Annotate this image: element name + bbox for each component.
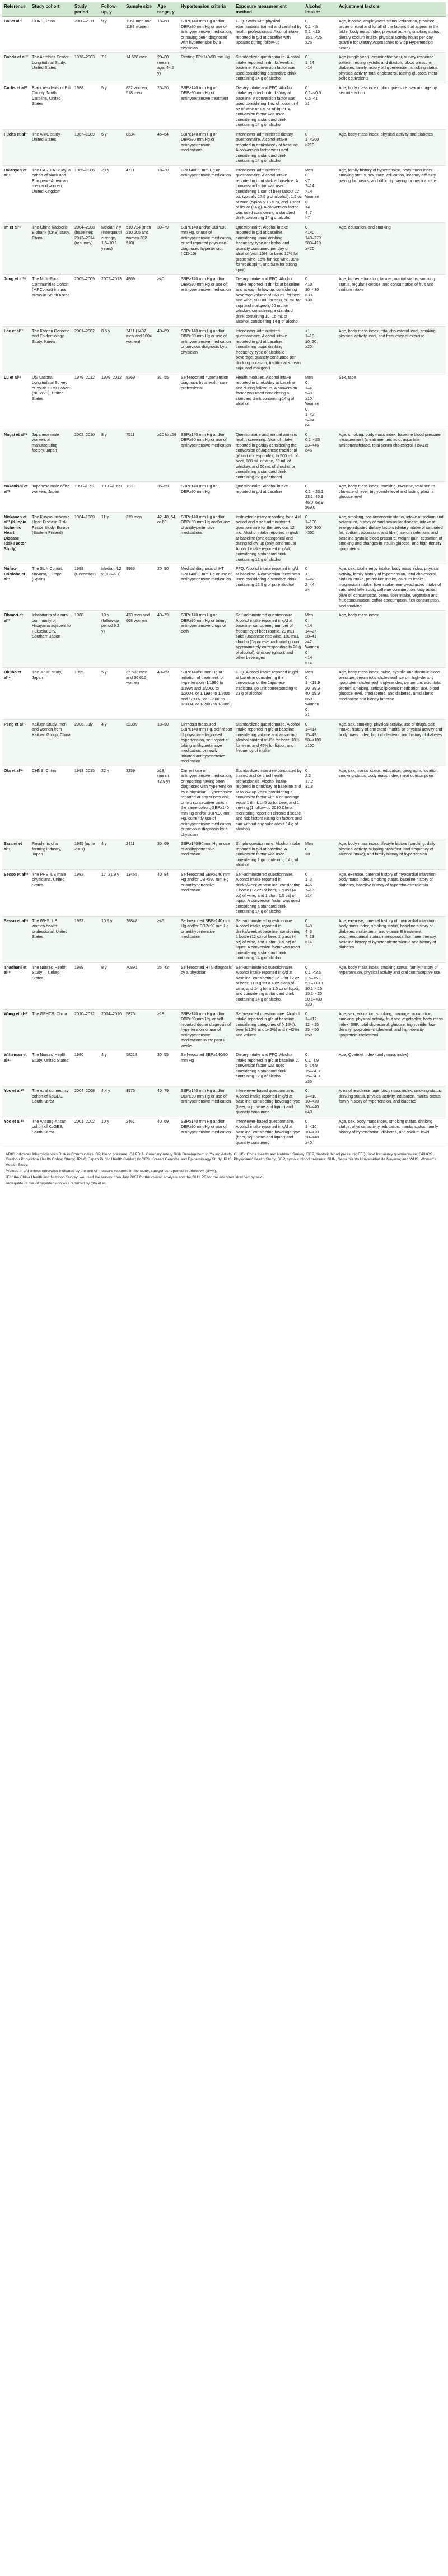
cell-exposure-method: Dietary intake and FFQ. Alcohol intake reported in g/d at baseline. A conversion factor was used considering a standard drink containing 12 g of alcohol bbox=[234, 1050, 304, 1086]
cell-age-range: 30–79 bbox=[156, 222, 179, 275]
cell-alcohol-intake: 0 0.1–<23.1 23.1–45.9 46.0–68.9 ≥69.0 bbox=[304, 482, 337, 513]
cell-exposure-method: Health modules. Alcohol intake reported in drinks/day at baseline and during follow-up. A conversion factor was used considering a standard drink containing 14 g of alcohol bbox=[234, 373, 304, 430]
cell-study-cohort: The JPHC study, Japan bbox=[30, 668, 73, 720]
cell-study-period: 1999 (December) bbox=[73, 564, 100, 611]
cell-follow-up: 8 y bbox=[100, 430, 124, 482]
cell-age-range: ≥45 bbox=[156, 916, 179, 962]
cell-follow-up: Median 7 y (interquartile range, 1.5–10.1 years) bbox=[100, 222, 124, 275]
cell-hypertension-criteria: SBP≥140 mm Hg or DBP≥90 mm Hg or antihypertensive treatment bbox=[179, 83, 234, 129]
cell-study-period: 2004–2008 bbox=[73, 1086, 100, 1117]
cell-follow-up: 8 y bbox=[100, 962, 124, 1009]
cell-exposure-method: Dietary intake and FFQ. Alcohol intake reported in drinks at baseline and at each follow-up, considering beverage volume of 360 mL for beer and wine, 500 mL for soju, 50 mL for soju and makgeolli, 50 mL for whiskey, considering a standard drink containing 10–15 mL of alcohol, considering 14 g of alcohol bbox=[234, 275, 304, 327]
cell-adjustment-factors: Area of residence, age, body mass index, smoking status, drinking status, physical activity, education, marital status, family history of hypertension, and diabetes bbox=[337, 1086, 446, 1117]
col-header-sample-size: Sample size bbox=[124, 2, 156, 17]
col-header-hypertension-criteria: Hypertension criteria bbox=[179, 2, 234, 17]
cell-exposure-method: FFQ. Alcohol intake reported in g/d at baseline. A conversion factor was used considering a standard drink containing 12.5 g of pure alcohol bbox=[234, 564, 304, 611]
cell-alcohol-intake: 0 0.1–<23 23–<46 ≥46 bbox=[304, 430, 337, 482]
cell-study-period: 1995 bbox=[73, 668, 100, 720]
cell-reference: Okubo et al³⁴ bbox=[2, 668, 30, 720]
cell-exposure-method: FFQ. Alcohol intake reported in g/d at baseline considering the conversion of the Japanese traditional gō unit corresponding to 23 g of alcohol bbox=[234, 668, 304, 720]
cell-study-period: 2005–2009 bbox=[73, 275, 100, 327]
cell-study-cohort: Kailuan Study, men and women from Kailuan Group, China bbox=[30, 719, 73, 766]
table-row bbox=[2, 83, 446, 129]
cell-follow-up: 1990–1999 bbox=[100, 482, 124, 513]
cell-exposure-method: Dietary intake and FFQ. Alcohol intake reported in drinks/day at baseline. A conversion factor was used considering 1 oz of liquor or 4 oz of wine or 1.5 oz of liquor. A conversion factor was used considering a standard drink containing 14 g of alcohol bbox=[234, 83, 304, 129]
cell-exposure-method: Questionnaire. Alcohol intake reported in g/d at baseline, considering usual drinking frequency, type of alcohol and quantity consumed per day of alcohol (with 15% for beer, 12% for grape wine, 15% for rice wine, 38% for weak spirit, and 53% for strong spirit) bbox=[234, 222, 304, 275]
cell-alcohol-intake: 0 0.1–<5 5.1–<15 15.1–<25 ≥25 bbox=[304, 17, 337, 53]
cell-exposure-method: Interviewer-based questionnaire. Alcohol intake reported in g/d at baseline, considering beverage type (beer, soju, wine and liquor) and quantity consumed bbox=[234, 1117, 304, 1147]
cell-age-range: 20–80 (mean age, 44.5 y) bbox=[156, 53, 179, 83]
cell-study-cohort: Japanese male office workers, Japan bbox=[30, 482, 73, 513]
cell-hypertension-criteria: Cirrhosis measured SBP≥140 mm Hg, self-report of physician-diagnosed hypertension, self-report of taking antihypertensive medication, or newly initiated antihypertensive medication bbox=[179, 719, 234, 766]
footnote-a: ᵃValues in g/d unless otherwise indicated by the unit of measure reported in the study, categories reported in drinks/wk (d/wk). bbox=[6, 1169, 217, 1173]
cell-exposure-method: Interviewer-administered dietary questionnaire. Alcohol intake reported in drinks/week at baseline. A conversion factor was used considering a standard drink containing 14 g of alcohol bbox=[234, 129, 304, 165]
table-row bbox=[2, 1050, 446, 1086]
cell-hypertension-criteria: SBP≥140 mm Hg and/or DBP≥90 mm Hg or use of antihypertensive medication bbox=[179, 1086, 234, 1117]
cell-reference: Sarami et al³⁷ bbox=[2, 839, 30, 870]
table-row bbox=[2, 512, 446, 564]
cell-reference: Niskanen et al³¹ (Kuopio Ischemic Heart Disease Risk Factor Study) bbox=[2, 512, 30, 564]
cell-adjustment-factors: Age, body mass index, lifestyle factors (smoking, daily physical activity, skipping breakfast, and frequency of alcohol intake), and family history of hypertension bbox=[337, 839, 446, 870]
cell-hypertension-criteria: SBP≥140 mm Hg and/or DBP≥90 mm Hg or use of antihypertensive medication bbox=[179, 275, 234, 327]
table-row bbox=[2, 766, 446, 839]
cell-hypertension-criteria: Self-reported hypertension diagnosis by a health care professional bbox=[179, 373, 234, 430]
cell-follow-up: 10 y bbox=[100, 1117, 124, 1147]
cell-hypertension-criteria: Self-reported SBP≥140 mm Hg and/or DBP≥90 mm Hg or antihypertensive medication bbox=[179, 869, 234, 916]
footnote-abbreviations: ARIC indicates Atherosclerosis Risk in Communities; BP, blood pressure; CARDIA, Coronary Artery Risk Development in Young Adults; CHNS, China Health and Nutrition Survey; DBP, diastolic blood pressure; FFQ, food frequency questionnaire; GPHCS, Guizhou Population Health Cohort Study; JPHC, Japan Public Health Center; KoGES, Korean Genome and Epidemiology Study; PHS, Physicians' Health Study; SBP, systolic blood pressure; SUN, Seguimiento Universidad de Navarra; and WHS, Women's Health Study. bbox=[6, 1152, 436, 1167]
cell-age-range: 40–84 bbox=[156, 869, 179, 916]
cell-age-range: ≥20 to ≤59 bbox=[156, 430, 179, 482]
cell-hypertension-criteria: SBP≥140 mm Hg and/or DBP≥90 mm Hg, or self-reported doctor diagnosis of hypertension or use of antihypertensive medications in the past 2 weeks bbox=[179, 1009, 234, 1050]
cell-alcohol-intake: 0 1–<14 15–49 50–<100 ≥100 bbox=[304, 719, 337, 766]
table-row bbox=[2, 326, 446, 373]
cell-study-cohort: The Kuopio Ischemic Heart Disease Risk Factor Study, Europe (Eastern Finland) bbox=[30, 512, 73, 564]
table-row bbox=[2, 129, 446, 165]
table-row bbox=[2, 719, 446, 766]
table-row bbox=[2, 869, 446, 916]
table-row bbox=[2, 165, 446, 222]
cell-reference: Banda et al²¹ bbox=[2, 53, 30, 83]
table-row bbox=[2, 1009, 446, 1050]
page bbox=[0, 0, 448, 1186]
cell-sample-size: 5825 bbox=[124, 1009, 156, 1050]
table-row bbox=[2, 17, 446, 53]
cell-sample-size: 2461 bbox=[124, 1117, 156, 1147]
cell-alcohol-intake: 0 1–3 4–6 7–13 ≥14 bbox=[304, 916, 337, 962]
cell-alcohol-intake: 0 0.1–4.9 5–14.9 15–24.9 25–34.9 ≥35 bbox=[304, 1050, 337, 1086]
cell-study-period: 1987–1989 bbox=[73, 129, 100, 165]
cell-reference: Lee et al²⁷ bbox=[2, 326, 30, 373]
cell-reference: Peng et al³⁵ bbox=[2, 719, 30, 766]
study-characteristics-table bbox=[2, 2, 446, 1147]
cell-reference: Curtis et al²² bbox=[2, 83, 30, 129]
cell-adjustment-factors: Sex, race bbox=[337, 373, 446, 430]
cell-sample-size: 1130 bbox=[124, 482, 156, 513]
cell-sample-size: 1164 men and 1187 women bbox=[124, 17, 156, 53]
cell-age-range: 40–69 bbox=[156, 326, 179, 373]
cell-alcohol-intake: 0 1–<200 ≥210 bbox=[304, 129, 337, 165]
cell-study-period: 2000–2011 bbox=[73, 17, 100, 53]
cell-reference: Witteman et al⁴¹ bbox=[2, 1050, 30, 1086]
cell-adjustment-factors: Age, Quetelet index (body mass index) bbox=[337, 1050, 446, 1086]
cell-adjustment-factors: Age, body mass index, pulse, systolic and diastolic blood pressure, serum total cholesterol, serum high-density lipoprotein-cholesterol, triglycerides, serum uric acid, total protein, smoking, antidyslipidemic medication use, blood glucose level, prediabetes, and diabetes, antidiabetic medication and kidney function bbox=[337, 668, 446, 720]
table-row bbox=[2, 668, 446, 720]
cell-study-cohort: The WHS, US women health professional, United States bbox=[30, 916, 73, 962]
table-header-row bbox=[2, 2, 446, 17]
footnote-b: ᵇFor the China Health and Nutrition Survey, we used the survey from July 2007 for the overall analysis and the 2011 PF for the analyses stratified by sex. bbox=[6, 1175, 263, 1179]
cell-adjustment-factors: Age, body mass index, total cholesterol level, smoking, physical activity level, and frequency of exercise bbox=[337, 326, 446, 373]
cell-study-period: 1979–2012 bbox=[73, 373, 100, 430]
cell-adjustment-factors: Age, body mass index, smoking status, family history of hypertension, physical activity and oral contraceptive use bbox=[337, 962, 446, 1009]
cell-sample-size: 8334 bbox=[124, 129, 156, 165]
cell-sample-size: 70891 bbox=[124, 962, 156, 1009]
cell-reference: Wang et al⁴⁰ bbox=[2, 1009, 30, 1050]
cell-age-range: 25–42 bbox=[156, 962, 179, 1009]
col-header-study-cohort: Study cohort bbox=[30, 2, 73, 17]
cell-exposure-method: Self-administered questionnaire. Alcohol intake reported in drinks/week at baseline, considering 1 bottle (12 oz) of beer, 1 glass (4 oz) of wine, and 1 shot (1.5 oz) of liquor. A conversion factor was used considering a standard drink containing 14 g of alcohol bbox=[234, 869, 304, 916]
table-row bbox=[2, 373, 446, 430]
col-header-follow-up: Follow-up, y bbox=[100, 2, 124, 17]
cell-adjustment-factors: Age, body mass index, smoking, exercise, total serum cholesterol level, triglyceride level and fasting plasma glucose level bbox=[337, 482, 446, 513]
cell-sample-size: 13455 bbox=[124, 869, 156, 916]
cell-reference: Nagai et al²⁹ bbox=[2, 430, 30, 482]
cell-age-range: 18–30 bbox=[156, 165, 179, 222]
cell-study-cohort: The ARIC study, United States bbox=[30, 129, 73, 165]
table-row bbox=[2, 1117, 446, 1147]
cell-reference: Núñez-Córdoba et al³² bbox=[2, 564, 30, 611]
cell-study-cohort: The China Kadoorie Biobank (CKB) study, China bbox=[30, 222, 73, 275]
cell-adjustment-factors: Age, education, and smoking bbox=[337, 222, 446, 275]
cell-follow-up: Median 4.2 y (1.2–6.1) bbox=[100, 564, 124, 611]
cell-hypertension-criteria: SBP≥140 and/or DBP≥90 mm Hg, or use of antihypertensive medication, or self-reported physician-diagnosed hypertension (ICD-10) bbox=[179, 222, 234, 275]
cell-exposure-method: Standardized questionnaire. Alcohol intake reported in drinks/week at baseline. A conversion factor was used considering a standard drink containing 14 g of alcohol bbox=[234, 53, 304, 83]
cell-alcohol-intake: 0 0.1–<2.5 2.5–<5.1 5.1–<10.1 10.1–<15 15.1–<20 20.1–<30 ≥30 bbox=[304, 962, 337, 1009]
footnote-c: ᶜAdequate of risk of hypertension was reported by Ota et al. bbox=[6, 1182, 106, 1186]
cell-follow-up: 4 y bbox=[100, 839, 124, 870]
cell-exposure-method: Interviewer-administered questionnaire. Alcohol intake reported in drinks/wk at baseline. A conversion factor was used considering 1 can of beer (about 12 oz, typically 17.5 g of alcohol), 1.5 oz of wine (typically 13.5 g), and 1 shot of liquor (14 g). A conversion factor was used considering a standard drink containing 14 g of alcohol bbox=[234, 165, 304, 222]
cell-reference: Sesso et al³⁸ bbox=[2, 916, 30, 962]
table-row bbox=[2, 275, 446, 327]
cell-alcohol-intake: 0 2.2 17.2 31.8 bbox=[304, 766, 337, 839]
cell-hypertension-criteria: SBP≥140 mm Hg and/or DBP≥90 mm Hg and/or use of antihypertensive medications bbox=[179, 512, 234, 564]
cell-sample-size: 510 724 (men 210 205 and women 302 510) bbox=[124, 222, 156, 275]
cell-study-cohort: Inhabitants of a rural community of Hisayama adjacent to Fukuoka City, Southern Japan bbox=[30, 611, 73, 668]
cell-hypertension-criteria: SBP≥140 mm Hg and/or DBP≥90 mm Hg or use of antihypertensive medication bbox=[179, 1117, 234, 1147]
cell-study-cohort: Japanese male workers at manufacturing factory, Japan bbox=[30, 430, 73, 482]
cell-sample-size: 8975 bbox=[124, 1086, 156, 1117]
cell-age-range: 18–60 bbox=[156, 17, 179, 53]
cell-study-cohort: The CARDIA Study, a cohort of black and European-American men and women, United Kingdom bbox=[30, 165, 73, 222]
cell-exposure-method: Standardized interview conducted by trained and certified health professionals. Alcohol intake reported in drink/day at baseline and at follow-up visits, considering a conversion factor with 6 on average equal 1 drink of 5 oz for beer, and 1 serving (1 follow-up 2010 China monitoring report on chronic disease and risk factors (using on factors and can without any sake about 14 g of alcohol) bbox=[234, 766, 304, 839]
cell-exposure-method: FFQ. Staffs with physical examinations trained and certified by health professionals. Alcohol intake reported in g/d at baseline with updates during follow-up bbox=[234, 17, 304, 53]
table-footnotes bbox=[2, 1147, 446, 1186]
cell-exposure-method: Self-administered questionnaire. Alcohol intake reported in g/d at baseline, considering number of frequency of beer (bottle, 20 mL), sake (Japanese rice wine, 180 mL), shochu (Japanese traditional go unit, approximately corresponding to 20 g of alcohol), whiskey (glass), and other beverages bbox=[234, 611, 304, 668]
cell-study-period: 2001–2002 bbox=[73, 1117, 100, 1147]
cell-study-period: 1988 bbox=[73, 611, 100, 668]
cell-study-period: 2010–2012 bbox=[73, 1009, 100, 1050]
cell-alcohol-intake: 0 <10 10–<30 ≥30 <30 bbox=[304, 275, 337, 327]
cell-sample-size: 28848 bbox=[124, 916, 156, 962]
cell-adjustment-factors: Age, body mass index bbox=[337, 611, 446, 668]
cell-sample-size: 37 513 men and 36 616 women bbox=[124, 668, 156, 720]
cell-study-cohort: The Korean Genome and Epidemiology Study, Korea bbox=[30, 326, 73, 373]
cell-hypertension-criteria: SBP≥140/90 mm Hg or initiation of treatment for hypertension (1/1990 to 1/1995 and 1/2000 to 1/2004, or 1/1995 to 1/2005 and 1/2007, or 1/2000 to 1/2004, or 1/2007 to 1/2009) bbox=[179, 668, 234, 720]
cell-reference: Ota et al³⁶ bbox=[2, 766, 30, 839]
cell-follow-up: 1979–2012 bbox=[100, 373, 124, 430]
cell-follow-up: 11 y bbox=[100, 512, 124, 564]
cell-hypertension-criteria: SBP≥140 mm Hg and/or DBP≥90 mm Hg or use of antihypertensive medication or previous diagnosis by a physician bbox=[179, 326, 234, 373]
cell-follow-up: 17–21.9 y bbox=[100, 869, 124, 916]
cell-follow-up: 22 y bbox=[100, 766, 124, 839]
cell-reference: Ohmori et al³³ bbox=[2, 611, 30, 668]
cell-sample-size: 852 women, 518 men bbox=[124, 83, 156, 129]
cell-hypertension-criteria: BP≥140/90 mm Hg or antihypertensive medication bbox=[179, 165, 234, 222]
cell-sample-size: 14 668 men bbox=[124, 53, 156, 83]
cell-study-cohort: The Nurses' Health Study, United States bbox=[30, 1050, 73, 1086]
cell-sample-size: 4711 bbox=[124, 165, 156, 222]
cell-study-period: 1976–2003 bbox=[73, 53, 100, 83]
cell-alcohol-intake: Men 0 1–<19.9 20–39.9 40–59.9 ≥60 Women 0 ≥1 bbox=[304, 668, 337, 720]
cell-study-cohort: CHNS,China bbox=[30, 17, 73, 53]
cell-sample-size: 379 men bbox=[124, 512, 156, 564]
cell-alcohol-intake: Men 0 <14 14–27 28–41 ≥42 Women 0 <14 ≥14 bbox=[304, 611, 337, 668]
cell-study-period: 1989 bbox=[73, 962, 100, 1009]
cell-study-cohort: Black residents of Pitt County, North Carolina, United States bbox=[30, 83, 73, 129]
cell-age-range: 31–55 bbox=[156, 373, 179, 430]
cell-sample-size: 2411 (1407 men and 1004 women) bbox=[124, 326, 156, 373]
cell-follow-up: 4 y bbox=[100, 1050, 124, 1086]
cell-reference: Sesso et al³⁸ bbox=[2, 869, 30, 916]
cell-adjustment-factors: Age, sex, education, smoking, marriage, occupation, smoking, physical activity, fruit and vegetables, body mass index, SBP, total cholesterol, glucose, triglyceride, low-density lipoprotein-cholesterol, and high-density lipoprotein-cholesterol bbox=[337, 1009, 446, 1050]
cell-follow-up: 8.5 y bbox=[100, 326, 124, 373]
cell-alcohol-intake: 0 1–<12 12–<25 25–<50 ≥50 bbox=[304, 1009, 337, 1050]
cell-age-range: ≥18 bbox=[156, 1009, 179, 1050]
cell-hypertension-criteria: Self-reported SBP≥140/90 mm Hg bbox=[179, 1050, 234, 1086]
col-header-reference: Reference bbox=[2, 2, 30, 17]
cell-reference: Halanych et al²⁴ bbox=[2, 165, 30, 222]
cell-alcohol-intake: 0 <140 140–279 280–419 ≥420 bbox=[304, 222, 337, 275]
cell-follow-up: 7.1 bbox=[100, 53, 124, 83]
cell-study-cohort: The GPHCS, China bbox=[30, 1009, 73, 1050]
cell-study-cohort: The PHS, US male physicians, United States bbox=[30, 869, 73, 916]
cell-adjustment-factors: Age, income, employment status, education, province, urban or rural and for all of the factors that appear in the table (body mass index, physical activity, smoking status, dietary sodium intake, physical activity hours per day, quartile for Dietary Approaches to Stop Hypertension score) bbox=[337, 17, 446, 53]
cell-age-range: ≥18, (mean 43.9 y) bbox=[156, 766, 179, 839]
cell-sample-size: 58218 bbox=[124, 1050, 156, 1086]
cell-hypertension-criteria: SBP≥140 mm Hg or DBP≥90 mm Hg or antihypertensive medications bbox=[179, 129, 234, 165]
cell-follow-up: 5 y bbox=[100, 83, 124, 129]
cell-hypertension-criteria: SBP≥140 mm Hg or DBP≥90 mm Hg bbox=[179, 482, 234, 513]
cell-adjustment-factors: Age, body mass index, blood pressure, sex and age by sex interaction bbox=[337, 83, 446, 129]
cell-adjustment-factors: Age, smoking, body mass index, baseline blood pressure measurement (creatinine, uric acid, aspartate aminotransferase, total serum cholesterol, HbA1c) bbox=[337, 430, 446, 482]
cell-sample-size: 7511 bbox=[124, 430, 156, 482]
cell-exposure-method: Questionnaire. Alcohol intake reported in g/d at baseline bbox=[234, 482, 304, 513]
cell-study-period: 2004–2008 (baseline); 2013–2014 (resurvey) bbox=[73, 222, 100, 275]
cell-age-range: 45–64 bbox=[156, 129, 179, 165]
cell-age-range: 40–79 bbox=[156, 1086, 179, 1117]
table-row bbox=[2, 482, 446, 513]
cell-alcohol-intake: 0 0.1–<0.5 0.5–<1 ≥1 bbox=[304, 83, 337, 129]
cell-reference: Thadhani et al³⁹ bbox=[2, 962, 30, 1009]
cell-study-cohort: The rural community cohort of KoGES, South Korea bbox=[30, 1086, 73, 1117]
cell-reference: Nakanishi et al³⁰ bbox=[2, 482, 30, 513]
cell-study-period: 1985–1986 bbox=[73, 165, 100, 222]
cell-exposure-method: Self-administered questionnaire. Alcohol intake reported in drinks/week at baseline, considering 1 bottle (12 oz) of beer, 1 glass (4 oz) of wine, and 1 shot (1.5 oz) of liquor. A conversion factor was used considering a standard drink containing 14 g of alcohol bbox=[234, 916, 304, 962]
cell-study-period: 1988 bbox=[73, 83, 100, 129]
table-row bbox=[2, 430, 446, 482]
cell-study-cohort: The Nurses' Health Study II, United States bbox=[30, 962, 73, 1009]
cell-exposure-method: Interviewer-administered questionnaire. Alcohol intake reported in g/d at baseline, considering usual drinking frequency, type of alcoholic beverage, quantity consumed per drinking occasion, traditional Korean soju, and makgeolli bbox=[234, 326, 304, 373]
cell-study-period: 2006, July bbox=[73, 719, 100, 766]
cell-study-period: 1990–1991 bbox=[73, 482, 100, 513]
cell-study-period: 1980 bbox=[73, 1050, 100, 1086]
cell-study-period: 1995 (up to 2001) bbox=[73, 839, 100, 870]
cell-alcohol-intake: Men 0 >0 bbox=[304, 839, 337, 870]
table-row bbox=[2, 564, 446, 611]
cell-adjustment-factors: Age, sex, smoking, physical activity, use of drugs, salt intake, history of arm stent (marital or physical activity and body mass index, high cholesterol, and history of diabetes bbox=[337, 719, 446, 766]
col-header-age-range: Age range, y bbox=[156, 2, 179, 17]
cell-study-period: 1992 bbox=[73, 916, 100, 962]
cell-study-cohort: US National Longitudinal Survey of Youth 1979 Cohort (NLSY79), United States bbox=[30, 373, 73, 430]
cell-reference: Yoo et al⁴² bbox=[2, 1086, 30, 1117]
cell-sample-size: 4869 bbox=[124, 275, 156, 327]
cell-exposure-method: Self-reported questionnaire. Alcohol intake reported in g/d at baseline, considering categories of (<12%), beer (≤12% and ≥42%) and (>42%) and volume bbox=[234, 1009, 304, 1050]
cell-follow-up: 9 y bbox=[100, 17, 124, 53]
cell-alcohol-intake: 0 1–<10 10–<20 20–<40 ≥40 bbox=[304, 1117, 337, 1147]
cell-age-range: 40–69 bbox=[156, 1117, 179, 1147]
col-header-study-period: Study period bbox=[73, 2, 100, 17]
cell-study-period: 1993–2015 bbox=[73, 766, 100, 839]
table-row bbox=[2, 611, 446, 668]
cell-exposure-method: Self-administered questionnaire. Alcohol intake reported in g/d at baseline, considering 12.8 for 12 oz of beer, 11.0 g for a 4 oz glass of wine, and 14 g for a 1.5 oz of liquor, and considering a standard drink containing 14 g of alcohol bbox=[234, 962, 304, 1009]
cell-study-cohort: The Aerobics Center Longitudinal Study, United States bbox=[30, 53, 73, 83]
table-row bbox=[2, 962, 446, 1009]
cell-hypertension-criteria: Self-reported HTN diagnosis by a physician bbox=[179, 962, 234, 1009]
cell-exposure-method: Questionnaire and annual workers health screening. Alcohol intake reported in gō/day considering the conversion of Japanese traditional gō unit corresponding to 500 mL of beer, 180 mL of wine, 60 mL of whiskey, and 60 mL of shochu, or considering a standard drink containing 22 g of ethanol bbox=[234, 430, 304, 482]
cell-hypertension-criteria: SBP≥140/90 mm Hg or use of antihypertensive medication bbox=[179, 839, 234, 870]
cell-sample-size: 32389 bbox=[124, 719, 156, 766]
cell-age-range: 25–50 bbox=[156, 83, 179, 129]
cell-exposure-method: Standardized questionnaire. Alcohol intake reported in g/d at baseline considering volume and assuming alcohol content of 4% for beer, 10% for wine, and 45% for liquor, and frequency of intake bbox=[234, 719, 304, 766]
cell-study-period: 1984–1989 bbox=[73, 512, 100, 564]
cell-study-cohort: Residents of a farming industry, Japan bbox=[30, 839, 73, 870]
cell-follow-up: 4 y bbox=[100, 719, 124, 766]
cell-hypertension-criteria: SBP≥140 mm Hg and/or DBP≥90 mm Hg or use of antihypertensive medication bbox=[179, 430, 234, 482]
cell-age-range: 40–79 bbox=[156, 611, 179, 668]
cell-reference: Lu et al²⁸ bbox=[2, 373, 30, 430]
cell-alcohol-intake: Men 0 <7 7–14 >14 Women 0 <4 4–7 >7 bbox=[304, 165, 337, 222]
cell-exposure-method: Simple questionnaire. Alcohol intake reported in g/d at baseline. A conversion factor was used considering 1 go containing 14 g of alcohol bbox=[234, 839, 304, 870]
cell-sample-size: 3259 bbox=[124, 766, 156, 839]
cell-study-period: 2001–2002 bbox=[73, 326, 100, 373]
cell-hypertension-criteria: Current use of antihypertensive medication, or reporting having been diagnosed with hypertension by a physician. Hypertension reported at any survey visit, or two consecutive visits in the same cohort, SBP≥140 mm Hg and/or DBP≥90 mm Hg, currently use of antihypertensive medication or previous diagnosis by a physician bbox=[179, 766, 234, 839]
cell-adjustment-factors: Age, higher education, farmer, marital status, smoking status, regular exercise, and consumption of fruit and sodium intake bbox=[337, 275, 446, 327]
col-header-alcohol-intake: Alcohol intakeᵃ bbox=[304, 2, 337, 17]
table-row bbox=[2, 916, 446, 962]
cell-follow-up: 20 y bbox=[100, 165, 124, 222]
table-row bbox=[2, 839, 446, 870]
cell-alcohol-intake: 0 1–100 100–300 >300 bbox=[304, 512, 337, 564]
table-row bbox=[2, 222, 446, 275]
cell-study-period: 2002–2010 bbox=[73, 430, 100, 482]
cell-age-range: ≥40 bbox=[156, 275, 179, 327]
cell-follow-up: 2014–2016 bbox=[100, 1009, 124, 1050]
cell-follow-up: 2007–2013 bbox=[100, 275, 124, 327]
cell-follow-up: 6 y bbox=[100, 129, 124, 165]
cell-sample-size: 433 men and 668 women bbox=[124, 611, 156, 668]
cell-reference: Im et al²⁵ bbox=[2, 222, 30, 275]
cell-age-range: 30–55 bbox=[156, 1050, 179, 1086]
cell-adjustment-factors: Age, smoking, socioeconomic status, intake of sodium and potassium, history of cardiovascular disease, intake of energy-adjusted dietary factors (dietary intake of saturated fat, sodium, potassium, and fiber), serum selenium, and baseline systolic blood pressure, weight gain, cessation of smoking and changes in insulin glucose, and high-density lipoproteins bbox=[337, 512, 446, 564]
cell-follow-up: 5 y bbox=[100, 668, 124, 720]
cell-adjustment-factors: Age, sex, marital status, education, geographic location, smoking status, body mass index, meat consumption bbox=[337, 766, 446, 839]
col-header-adjustment-factors: Adjustment factors bbox=[337, 2, 446, 17]
cell-exposure-method: Interviewer-based questionnaire. Alcohol intake reported in g/d at baseline, considering beverage type (beer, soju, wine and liquor) and quantity consumed bbox=[234, 1086, 304, 1117]
cell-hypertension-criteria: SBP≥140 mm Hg and/or DBP≥90 mm Hg or use of antihypertensive medication, or having been diagnosed with hypertension by a physician bbox=[179, 17, 234, 53]
cell-hypertension-criteria: SBP≥140 mm Hg or DBP≥90 mm Hg or taking antihypertensive drugs or both bbox=[179, 611, 234, 668]
table-body bbox=[2, 17, 446, 1147]
cell-alcohol-intake: <1 1–10 10–20 ≥20 bbox=[304, 326, 337, 373]
cell-reference: Fuchs et al²³ bbox=[2, 129, 30, 165]
table-row bbox=[2, 1086, 446, 1117]
cell-age-range: 20–90 bbox=[156, 564, 179, 611]
cell-age-range: 42, 48, 54, or 60 bbox=[156, 512, 179, 564]
cell-hypertension-criteria: Self-reported SBP≥140 mm Hg and/or DBP≥90 mm Hg or antihypertensive medication bbox=[179, 916, 234, 962]
cell-sample-size: 2411 bbox=[124, 839, 156, 870]
cell-reference: Yoo et al⁴² bbox=[2, 1117, 30, 1147]
cell-age-range: 30–69 bbox=[156, 839, 179, 870]
cell-study-cohort: CHNS, China bbox=[30, 766, 73, 839]
cell-sample-size: 9963 bbox=[124, 564, 156, 611]
cell-study-cohort: The Multi-Rural Communities Cohort (MRCohort) in rural areas in South Korea bbox=[30, 275, 73, 327]
cell-sample-size: 8269 bbox=[124, 373, 156, 430]
cell-adjustment-factors: Age, sex, body mass index, smoking status, drinking status, physical activity, education, marital status, family history of hypertension, diabetes, and sodium level bbox=[337, 1117, 446, 1147]
cell-alcohol-intake: 0 <1 1–<2 2–<4 ≥4 bbox=[304, 564, 337, 611]
cell-adjustment-factors: Age, exercise, parental history of myocardial infarction, body mass index, smoking status, baseline history of diabetes, multivitamin and vitamin E treatment, postmenopausal status, menopausal hormone therapy, baseline history of hypercholesterolemia and history of diabetes bbox=[337, 916, 446, 962]
cell-study-cohort: The SUN Cohort, Navarra, Europe (Spain) bbox=[30, 564, 73, 611]
cell-age-range: 18–90 bbox=[156, 719, 179, 766]
cell-age-range: 35–59 bbox=[156, 482, 179, 513]
cell-age-range: 40–69 bbox=[156, 668, 179, 720]
cell-reference: Jung et al²⁶ bbox=[2, 275, 30, 327]
cell-follow-up: 10 y (follow-up period 9.2 y) bbox=[100, 611, 124, 668]
cell-hypertension-criteria: Resting BP≥140/90 mm Hg bbox=[179, 53, 234, 83]
cell-alcohol-intake: 0 1–14 >14 bbox=[304, 53, 337, 83]
cell-follow-up: 4.4 y bbox=[100, 1086, 124, 1117]
cell-exposure-method: Instructed dietary recording for a 4-d period and a self-administered questionnaire for the previous 12 mo. Alcohol intake reported in g/wk at baseline (one categorical and during follow-up (only continuous) Alcohol intake reported in g/wk considering a standard drink containing 12 g of alcohol bbox=[234, 512, 304, 564]
col-header-exposure-method: Exposure measurement method bbox=[234, 2, 304, 17]
cell-adjustment-factors: Age, sex, total energy intake, body mass index, physical activity, family history of hypertension, total cholesterol, sodium intake, potassium intake, calcium intake, magnesium intake, fiber intake, energy-adjusted intake of saturated fatty acids, caffeine consumption, fatty acids, olive oil consumption, cereal fiber intake, vegetable and fruit consumption, coffee consumption, fish consumption, and smoking bbox=[337, 564, 446, 611]
cell-alcohol-intake: Men 0 1–4 5–9 ≥10 Women 0 1–<2 2–<4 ≥4 bbox=[304, 373, 337, 430]
table-row bbox=[2, 53, 446, 83]
cell-study-period: 1982 bbox=[73, 869, 100, 916]
cell-adjustment-factors: Age, family history of hypertension, body mass index, smoking status, sex, race, education, income, difficulty paying for basics, and difficulty paying for medical care bbox=[337, 165, 446, 222]
cell-hypertension-criteria: Medical diagnosis of HT BP≥140/90 mm Hg or use of antihypertensive medication bbox=[179, 564, 234, 611]
cell-study-cohort: The Ansung-Ansan cohort of KoGES, South Korea bbox=[30, 1117, 73, 1147]
cell-adjustment-factors: Age, body mass index, physical activity and diabetes bbox=[337, 129, 446, 165]
cell-alcohol-intake: 0 1–3 4–6 7–13 ≥14 bbox=[304, 869, 337, 916]
cell-reference: Bai et al²⁰ bbox=[2, 17, 30, 53]
cell-follow-up: 10.9 y bbox=[100, 916, 124, 962]
cell-adjustment-factors: Age (single year), examination year, survey response pattern, resting systolic and diastolic blood pressure, diabetes, family history of hypertension, smoking status, physical activity, total cholesterol, fasting glucose, meta-bolic equivalents bbox=[337, 53, 446, 83]
cell-adjustment-factors: Age, exercise, parental history of myocardial infarction, body mass index, smoking status, baseline history of diabetes, baseline history of hypercholesterolemia bbox=[337, 869, 446, 916]
cell-alcohol-intake: 0 1–<10 10–<20 20–<40 ≥40 bbox=[304, 1086, 337, 1117]
